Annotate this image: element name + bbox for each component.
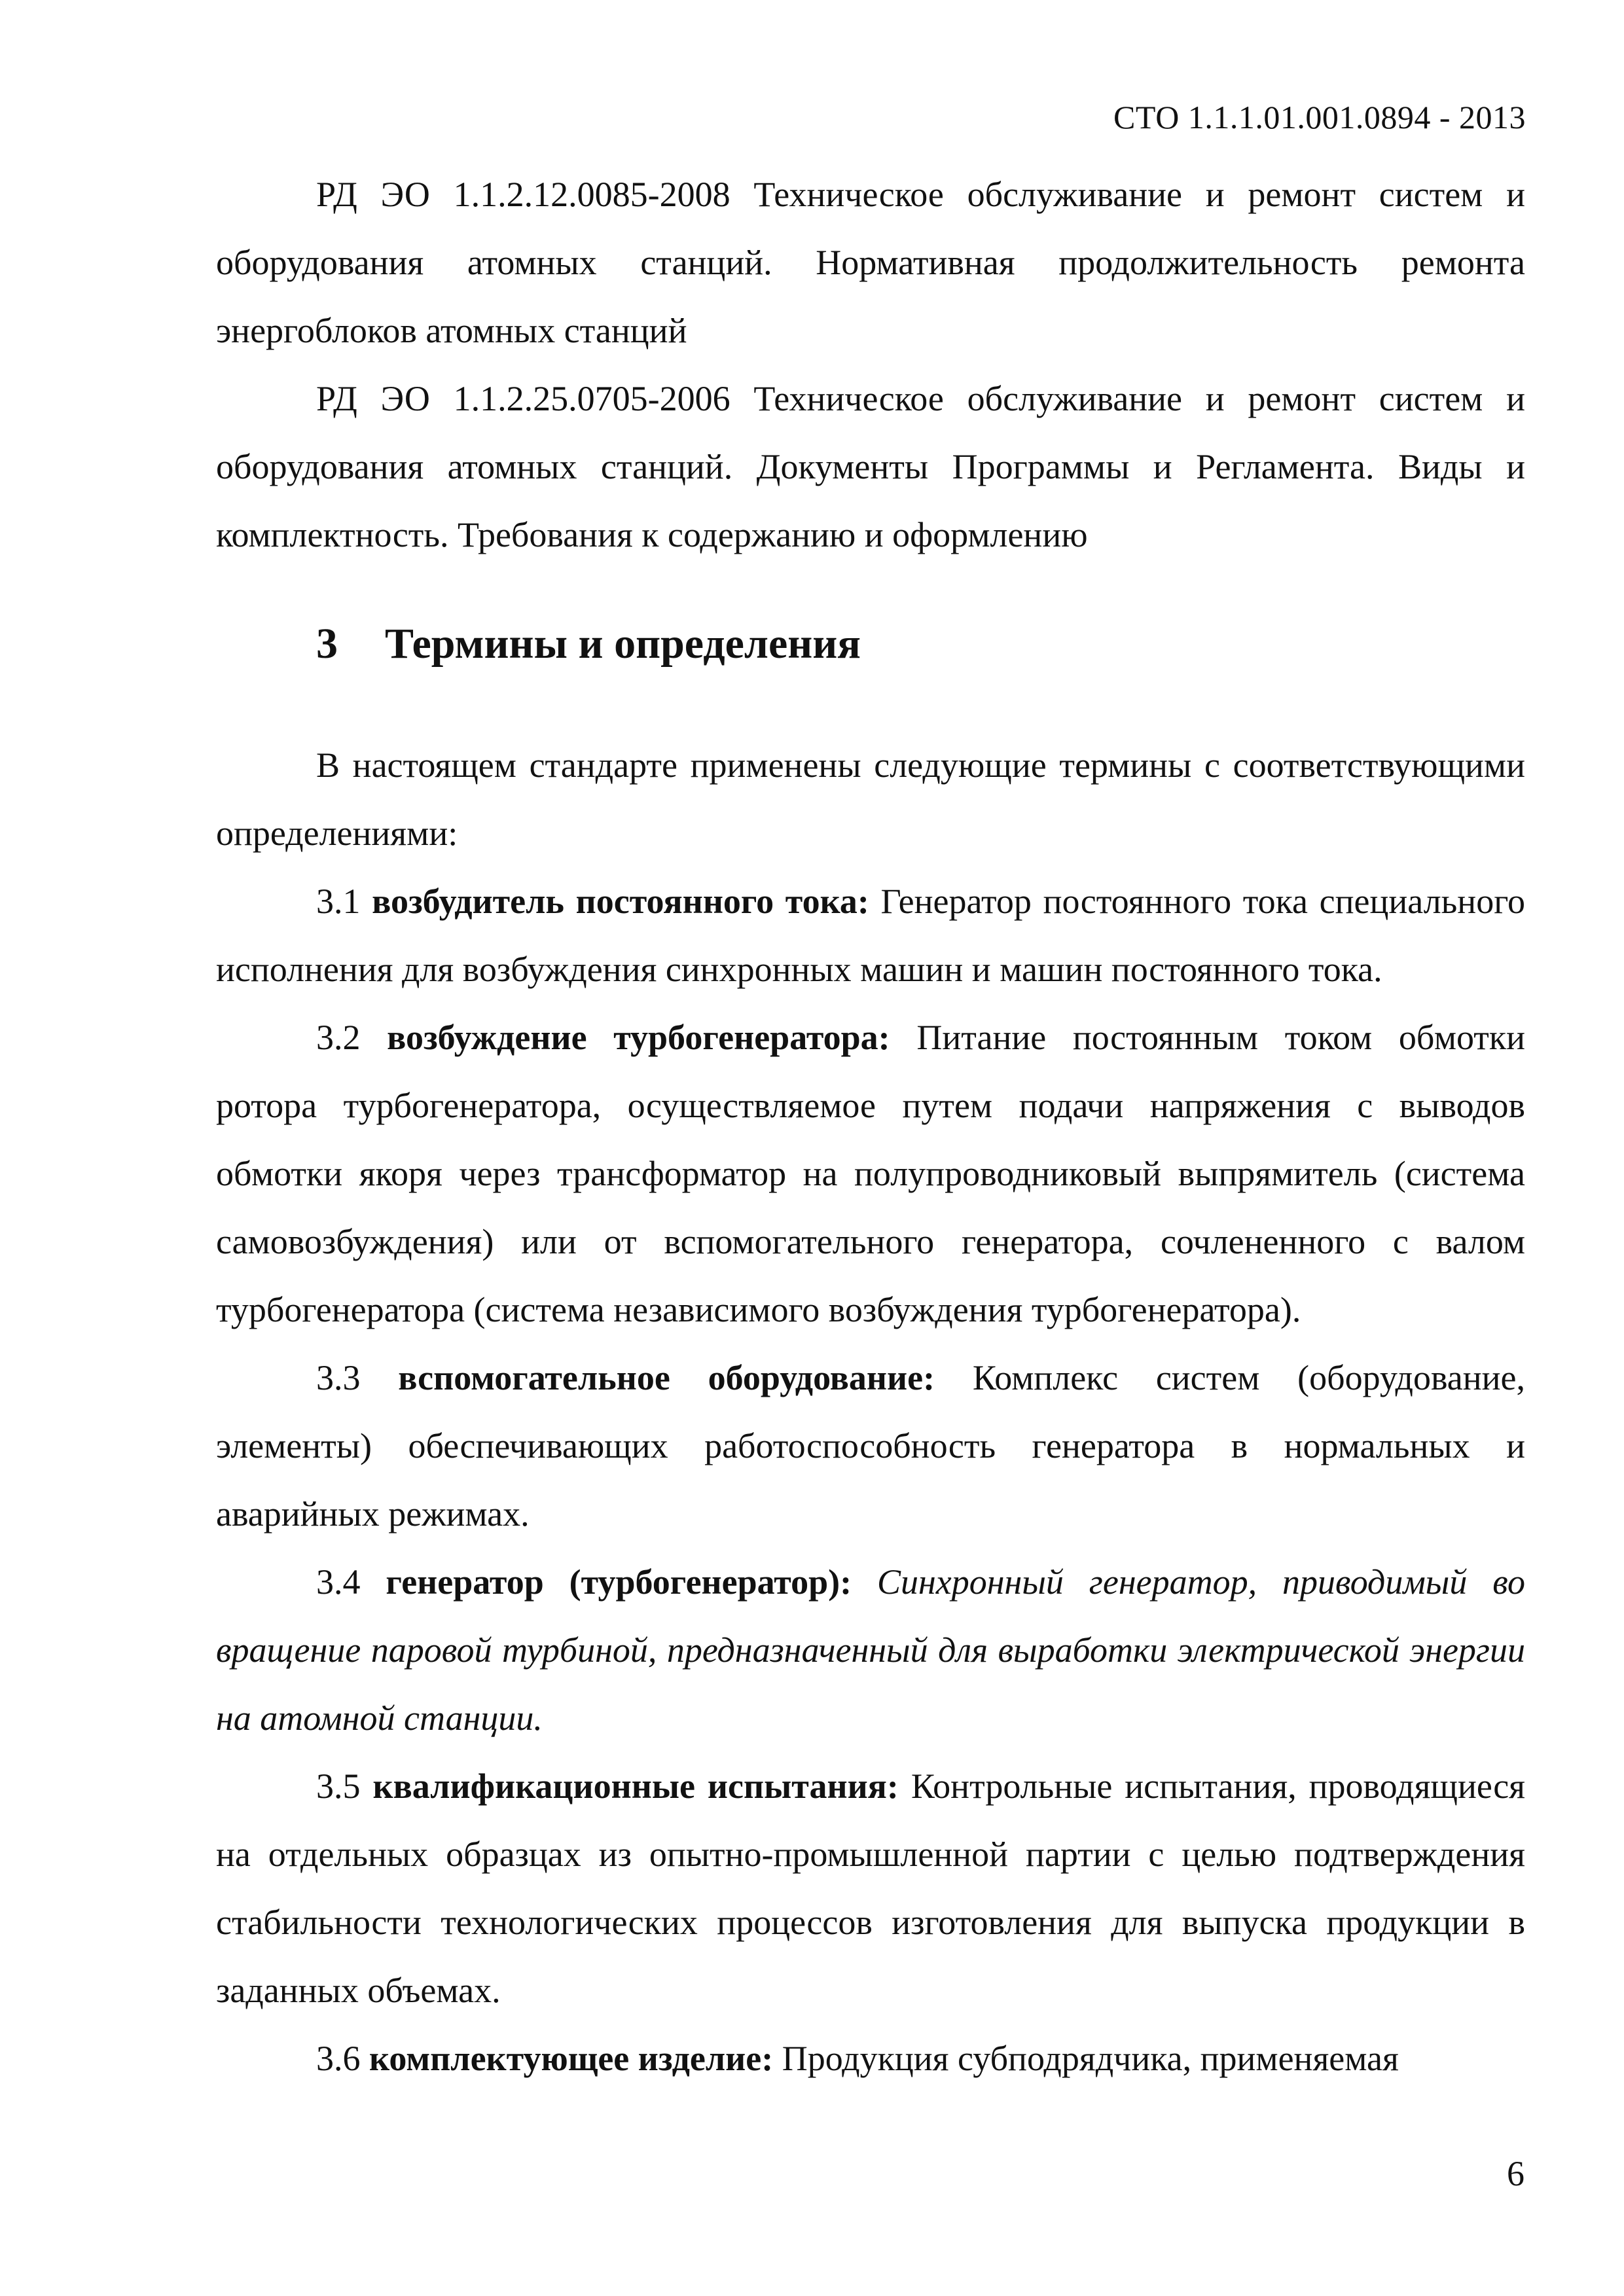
term-number: 3.3 — [316, 1358, 361, 1397]
term-definition: Питание постоянным током обмотки ротора турбогенератора, осуществляемое путем подачи напряжения с выводов обмотки якоря через трансформатор на полупроводниковый выпрямитель (система самовозбуждения) или от вспомогательного генератора, сочлененного с валом турбогенератора (система независимого возбуждения турбогенератора). — [216, 1018, 1526, 1329]
page-number: 6 — [1507, 2154, 1525, 2193]
section-number: 3 — [316, 620, 338, 668]
section-title: Термины и определения — [385, 620, 861, 668]
term-definition: Синхронный генератор, приводимый во вращение паровой турбиной, предназначенный для выработки электрической энергии на атомной станции. — [216, 1562, 1526, 1738]
term-entry — [216, 1752, 1525, 2024]
term-definition: Продукция субподрядчика, применяемая — [782, 2039, 1399, 2078]
term-name: квалификационные испытания: — [372, 1767, 899, 1806]
term-entry — [216, 2024, 1525, 2092]
reference-item: РД ЭО 1.1.2.12.0085-2008 Техническое обслуживание и ремонт систем и оборудования атомных станций. Нормативная продолжительность ремонта энергоблоков атомных станций — [216, 175, 1525, 350]
term-number: 3.2 — [316, 1018, 361, 1057]
term-name: возбуждение турбогенератора: — [387, 1018, 890, 1057]
term-entry — [216, 1548, 1525, 1752]
term-name: генератор (турбогенератор): — [386, 1562, 852, 1602]
term-number: 3.5 — [316, 1767, 361, 1806]
term-definition: Генератор постоянного тока специального исполнения для возбуждения синхронных машин и машин постоянного тока. — [216, 882, 1526, 989]
term-definition: Контрольные испытания, проводящиеся на отдельных образцах из опытно-промышленной партии с целью подтверждения стабильности технологических процессов изготовления для выпуска продукции в заданных объемах. — [216, 1767, 1526, 2010]
term-entry — [216, 1003, 1525, 1344]
section-heading — [216, 615, 1525, 673]
document-code: СТО 1.1.1.01.001.0894 - 2013 — [1113, 99, 1526, 135]
term-entry — [216, 867, 1525, 1003]
reference-item: РД ЭО 1.1.2.25.0705-2006 Техническое обслуживание и ремонт систем и оборудования атомных станций. Документы Программы и Регламента. Виды и комплектность. Требования к содержанию и оформлению — [216, 379, 1525, 554]
term-number: 3.6 — [316, 2039, 361, 2078]
term-entry — [216, 1344, 1525, 1548]
intro-paragraph: В настоящем стандарте применены следующие термины с соответствующими определениями: — [216, 745, 1525, 853]
term-definition: Комплекс систем (оборудование, элементы) обеспечивающих работоспособность генератора в нормальных и аварийных режимах. — [216, 1358, 1526, 1534]
term-number: 3.4 — [316, 1562, 361, 1602]
term-name: вспомогательное оборудование: — [398, 1358, 935, 1397]
term-name: комплектующее изделие: — [369, 2039, 774, 2078]
term-name: возбудитель постоянного тока: — [372, 882, 869, 921]
term-number: 3.1 — [316, 882, 361, 921]
document-body — [216, 160, 1525, 2092]
